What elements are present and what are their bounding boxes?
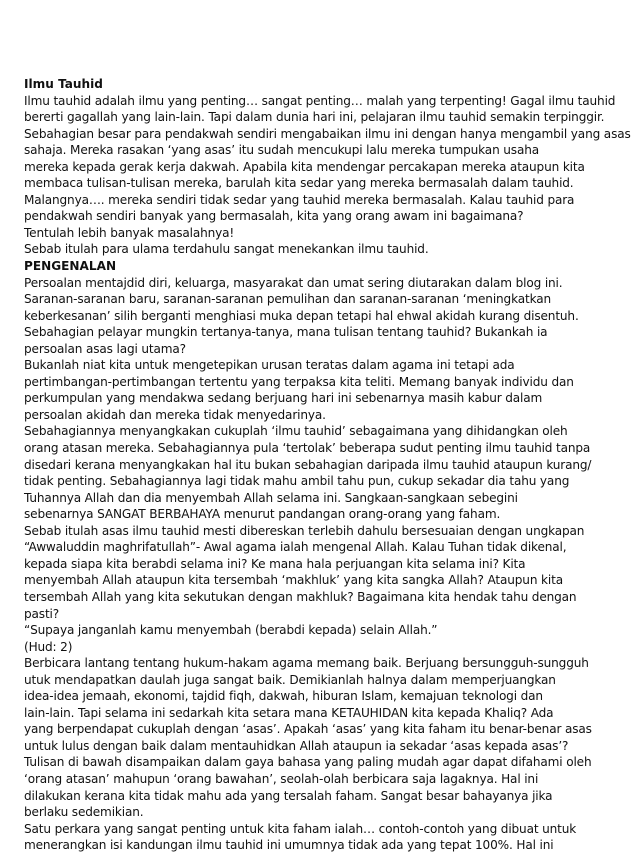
text-line: yang berpendapat cukuplah dengan ‘asas’. Apakah ‘asas’ yang kita faham itu benar-benar asas	[24, 722, 592, 737]
text-line: Satu perkara yang sangat penting untuk kita faham ialah… contoh-contoh yang dibuat untuk	[24, 821, 577, 836]
text-line: bererti gagallah yang lain-lain. Tapi dalam dunia hari ini, pelajaran ilmu tauhid semakin terpinggir.	[24, 110, 605, 125]
text-line: kepada siapa kita berabdi selama ini? Ke mana hala perjuangan kita selama ini? Kita	[24, 556, 526, 571]
text-line: sahaja. Mereka rasakan ‘yang asas’ itu sudah mencukupi lalu mereka tumpukan usaha	[24, 143, 539, 158]
text-line: lain-lain. Tapi selama ini sedarkah kita setara mana KETAUHIDAN kita kepada Khaliq? Ada	[24, 705, 554, 720]
text-line: persoalan asas lagi utama?	[24, 341, 186, 356]
text-line: sebenarnya SANGAT BERBAHAYA menurut pandangan orang-orang yang faham.	[24, 507, 501, 522]
text-line: menyembah Allah ataupun kita tersembah ‘makhluk’ yang kita sangka Allah? Ataupun kita	[24, 573, 563, 588]
text-line: mereka kepada gerak kerja dakwah. Apabila kita mendengar percakapan mereka ataupun kita	[24, 159, 585, 174]
text-line: tidak penting. Sebahagiannya lagi tidak mahu ambil tahu pun, cukup sekadar dia tahu yang	[24, 474, 570, 489]
text-line: pasti?	[24, 606, 60, 621]
text-line: berlaku sedemikian.	[24, 805, 144, 820]
text-line: Bukanlah niat kita untuk mengetepikan urusan teratas dalam agama ini tetapi ada	[24, 358, 515, 373]
text-line: pendakwah sendiri banyak yang bermasalah, kita yang orang awam ini bagaimana?	[24, 209, 524, 224]
text-line: Tulisan di bawah disampaikan dalam gaya bahasa yang paling mudah agar dapat difahami oleh	[24, 755, 592, 770]
text-line: tersembah Allah yang kita sekutukan dengan makhluk? Bagaimana kita hendak tahu dengan	[24, 589, 577, 604]
text-line: utuk mendapatkan daulah juga sangat baik. Demikianlah halnya dalam memperjuangkan	[24, 672, 556, 687]
text-line: menerangkan isi kandungan ilmu tauhid ini umumnya tidak ada yang tepat 100%. Hal ini	[24, 838, 554, 853]
text-line: Sebab itulah para ulama terdahulu sangat menekankan ilmu tauhid.	[24, 242, 429, 257]
text-line: perkumpulan yang mendakwa sedang berjuang hari ini sebenarnya masih kabur dalam	[24, 391, 543, 406]
text-line: dilakukan kerana kita tidak mahu ada yang tersalah faham. Sangat besar bahayanya jika	[24, 788, 553, 803]
text-line: Tuhannya Allah dan dia menyembah Allah selama ini. Sangkaan-sangkaan sebegini	[24, 490, 518, 505]
text-line: Sebahagian besar para pendakwah sendiri mengabaikan ilmu ini dengan hanya mengambil yang asas	[24, 126, 631, 141]
text-line: Berbicara lantang tentang hukum-hakam agama memang baik. Berjuang bersungguh-sungguh	[24, 656, 589, 671]
text-line: (Hud: 2)	[24, 639, 73, 654]
text-line: Sebahagian pelayar mungkin tertanya-tanya, mana tulisan tentang tauhid? Bukankah ia	[24, 325, 548, 340]
text-line: disedari kerana menyangkakan hal itu bukan sebahagian daripada ilmu tauhid ataupun kurang/	[24, 457, 592, 472]
text-line: pertimbangan-pertimbangan tertentu yang terpaksa kita teliti. Memang banyak individu dan	[24, 374, 574, 389]
text-line: idea-idea jemaah, ekonomi, tajdid fiqh, dakwah, hiburan Islam, kemajuan teknologi dan	[24, 689, 543, 704]
text-line: Ilmu tauhid adalah ilmu yang penting… sangat penting… malah yang terpenting! Gagal ilmu tauhid	[24, 93, 616, 108]
text-line: keberkesanan’ silih berganti menghiasi muka depan tetapi hal ehwal akidah kurang disentuh.	[24, 308, 579, 323]
text-line: orang atasan mereka. Sebahagiannya pula ‘tertolak’ beberapa sudut penting ilmu tauhid tanpa	[24, 441, 591, 456]
text-line: membaca tulisan-tulisan mereka, barulah kita sedar yang mereka bermasalah dalam tauhid.	[24, 176, 574, 191]
text-line: Sebab itulah asas ilmu tauhid mesti dibereskan terlebih dahulu bersesuaian dengan ungkapan	[24, 523, 585, 538]
section-heading: PENGENALAN	[24, 259, 117, 274]
text-line: untuk lulus dengan baik dalam mentauhidkan Allah ataupun ia sekadar ‘asas kepada asas’?	[24, 738, 569, 753]
text-line: ‘orang atasan’ mahupun ‘orang bawahan’, seolah-olah berbicara saja lagaknya. Hal ini	[24, 771, 539, 786]
text-line: Malangnya…. mereka sendiri tidak sedar yang tauhid mereka bermasalah. Kalau tauhid para	[24, 192, 575, 207]
text-line: “Supaya janganlah kamu menyembah (berabdi kepada) selain Allah.”	[24, 623, 438, 638]
text-line: Persoalan mentajdid diri, keluarga, masyarakat dan umat sering diutarakan dalam blog ini.	[24, 275, 563, 290]
text-line: persoalan akidah dan mereka tidak menyedarinya.	[24, 407, 326, 422]
section-heading: Ilmu Tauhid	[24, 77, 103, 91]
text-line: Saranan-saranan baru, saranan-saranan pemulihan dan saranan-saranan ‘meningkatkan	[24, 292, 551, 307]
text-line: “Awwaluddin maghrifatullah”- Awal agama ialah mengenal Allah. Kalau Tuhan tidak dikenal,	[24, 540, 567, 555]
document-body	[24, 76, 631, 854]
text-line: Sebahagiannya menyangkakan cukuplah ‘ilmu tauhid’ sebagaimana yang dihidangkan oleh	[24, 424, 568, 439]
text-line: Tentulah lebih banyak masalahnya!	[24, 225, 235, 240]
